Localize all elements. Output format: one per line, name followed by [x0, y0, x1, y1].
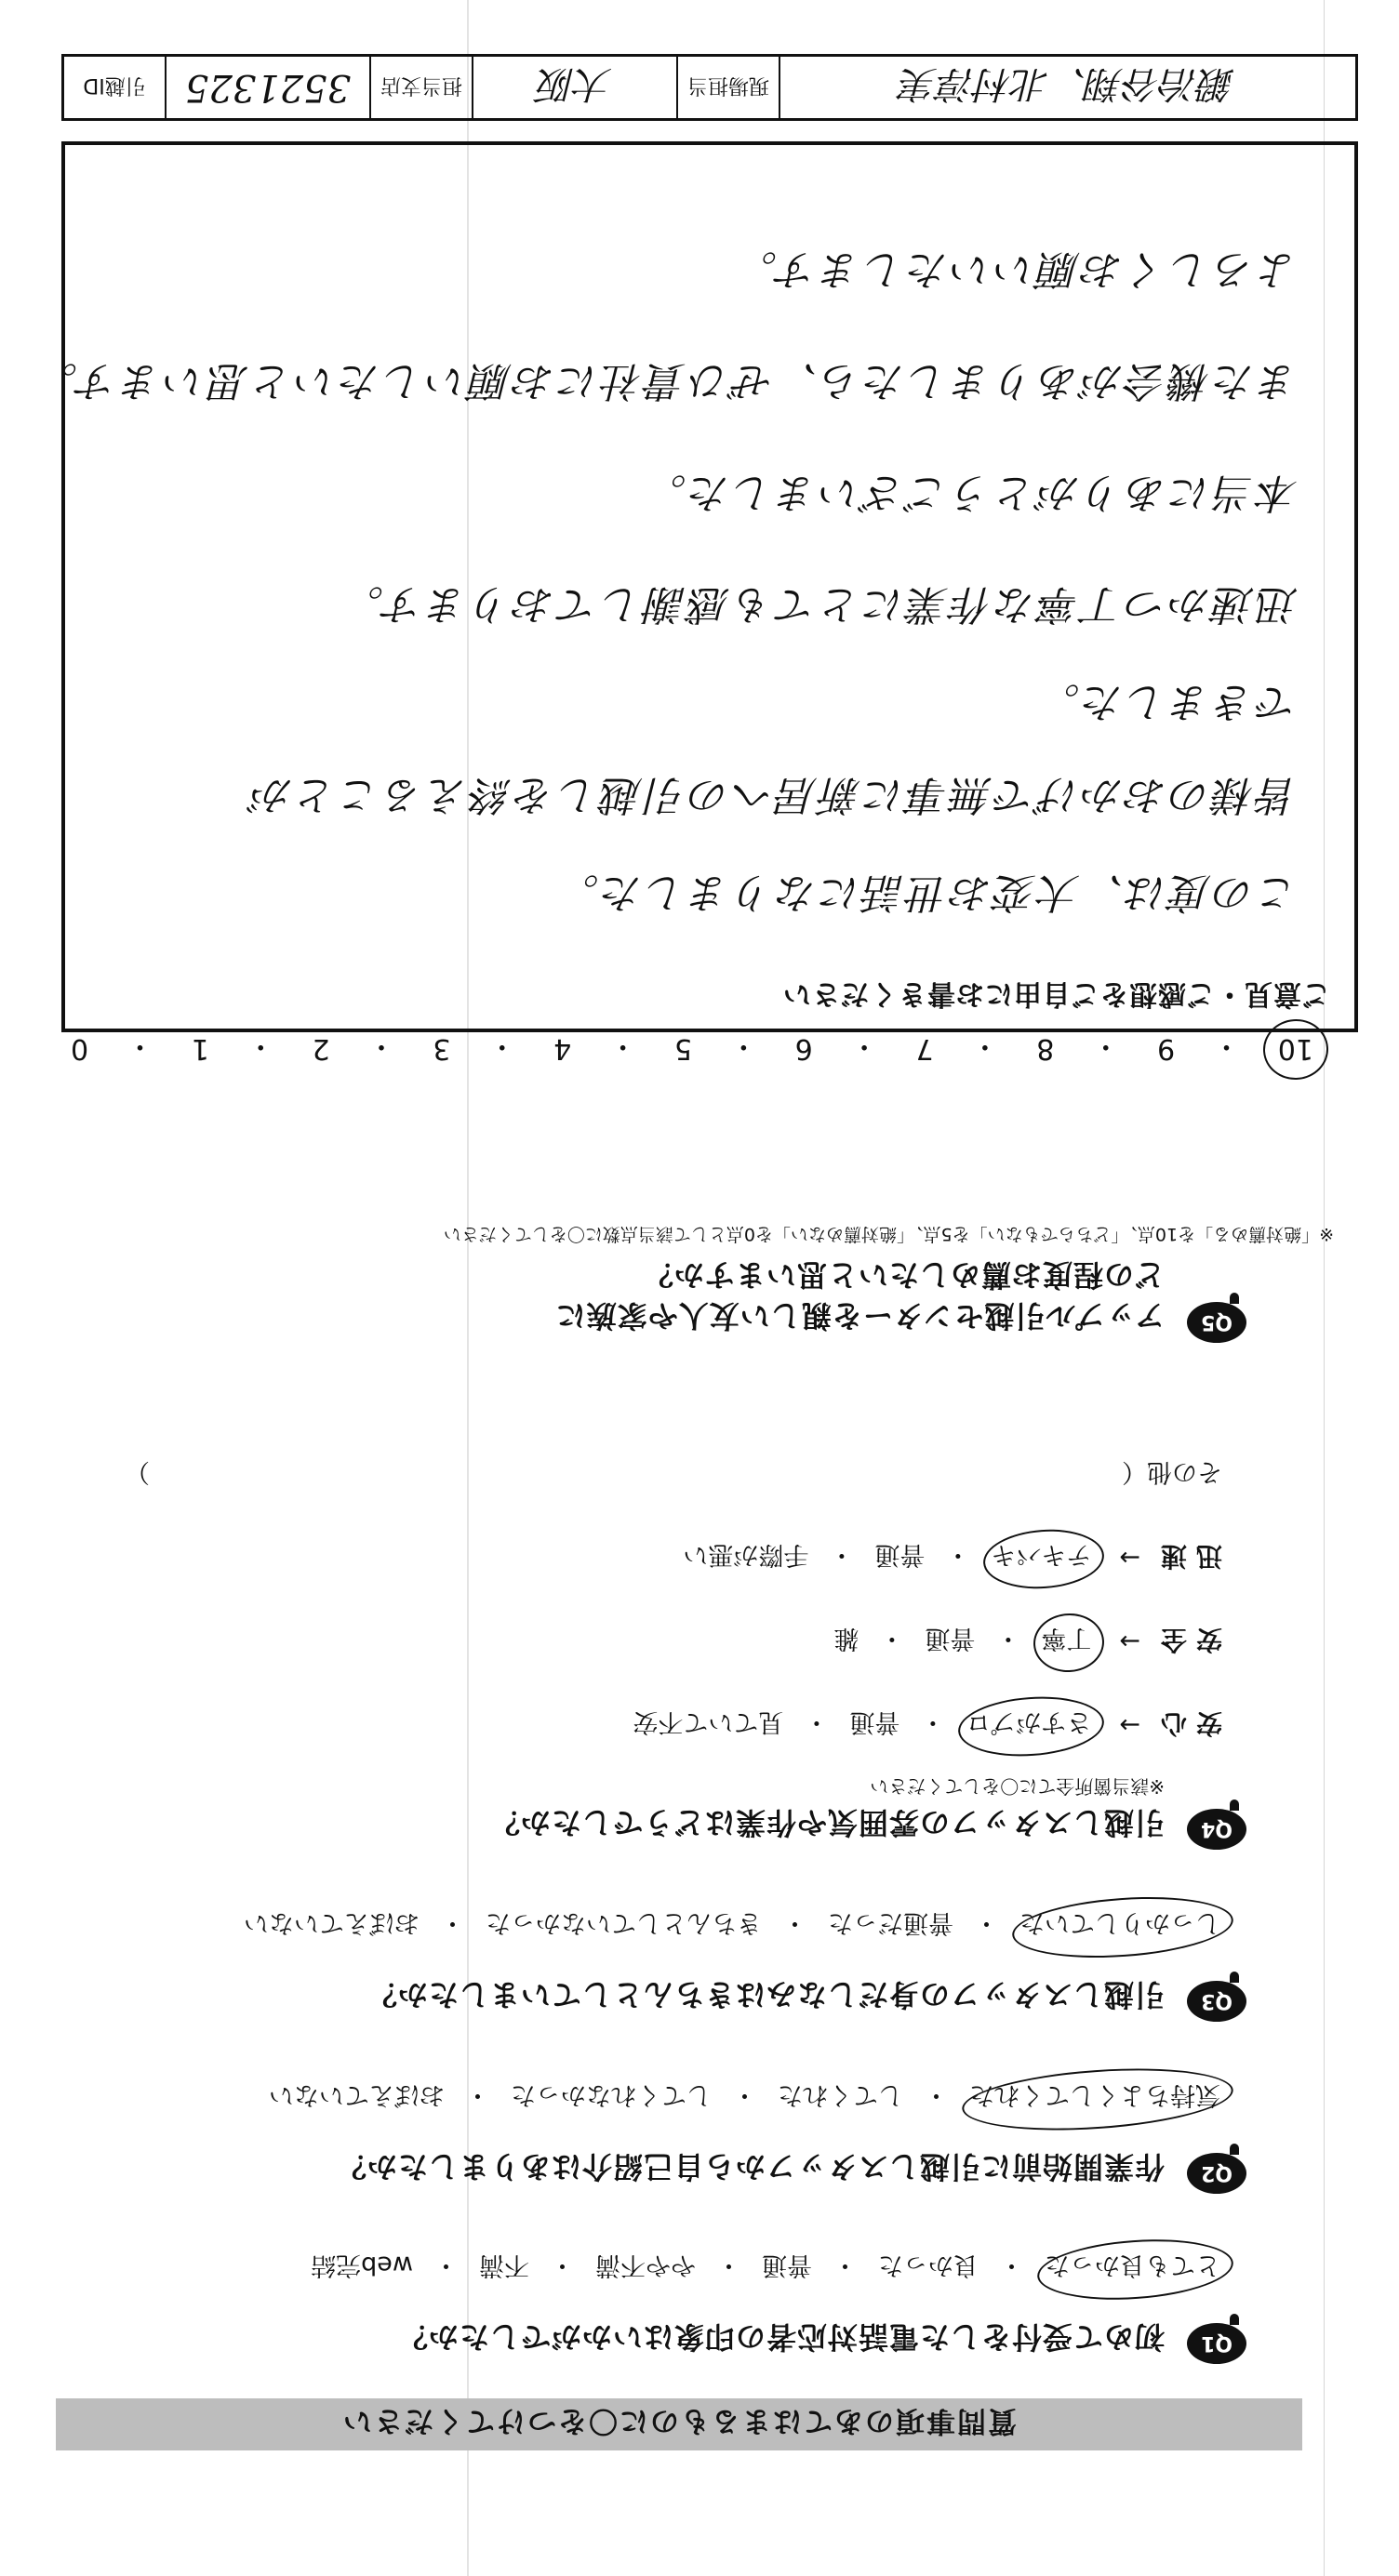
q5-note: ※「絶対薦める」を10点、「どちらでもない」を5点、「絶対薦めない」を0点として該当点数に〇をしてください — [443, 1224, 1334, 1244]
staff-id-strip — [61, 54, 1358, 121]
q1-badge: Q1 — [1187, 2323, 1246, 2364]
q4-other-label: その他（ — [1122, 1457, 1222, 1486]
q1-options: とても良かった ・ 良かった ・ 普通 ・ やや不満 ・ 不満 ・ web完結 — [309, 2250, 1222, 2286]
comment-line: 迅速かつ丁寧な作業にとても感謝しております。 — [340, 580, 1299, 628]
q2-option[interactable]: してくれなかった — [511, 2080, 712, 2109]
branch-label: 担当支店 — [369, 57, 472, 118]
q1-option[interactable]: web完結 — [311, 2251, 413, 2279]
q5-text-line1: アップル引越センターを親しい友人や家族に — [554, 1298, 1165, 1334]
q5-score-row: 10 ・ 9 ・ 8 ・ 7 ・ 6 ・ 5 ・ 4 ・ 3 ・ 2 ・ 1 ・ 0 — [71, 1029, 1313, 1066]
score-option[interactable]: 1 — [191, 1032, 209, 1066]
leader-name: 鍛冶谷翔、北村淳実 — [779, 57, 1355, 118]
q4-row-jinsoku: 迅速 → テキパキ ・ 普通 ・ 手際が悪い — [681, 1539, 1222, 1576]
arrow-icon: → — [1119, 1710, 1140, 1740]
q4-option[interactable]: 雑 — [833, 1624, 859, 1653]
comment-line: この度は、大変お世話になりました。 — [555, 869, 1299, 916]
q2-option[interactable]: おぼえていない — [269, 2080, 445, 2109]
q2-badge: Q2 — [1187, 2153, 1246, 2194]
q3-option[interactable]: きちんとしていなかった — [486, 1908, 762, 1937]
q4-option[interactable]: 手際が悪い — [683, 1540, 809, 1570]
q4-row-label: 安心 — [1151, 1708, 1222, 1739]
q4-option[interactable]: 普通 — [874, 1540, 926, 1570]
score-option[interactable]: 5 — [673, 1032, 692, 1066]
q3-badge: Q3 — [1187, 1981, 1246, 2022]
q4-row-label: 迅速 — [1151, 1541, 1222, 1572]
comment-line: また機会がありましたら、ぜひ貴社にお願いしたいと思います。 — [33, 357, 1299, 405]
q4-badge: Q4 — [1187, 1809, 1246, 1850]
q1-option[interactable]: 普通 — [762, 2251, 812, 2279]
score-option[interactable]: 0 — [71, 1032, 89, 1066]
q3-option[interactable]: おぼえていない — [244, 1908, 420, 1937]
q1-option[interactable]: 不満 — [479, 2251, 529, 2279]
q4-option[interactable]: 普通 — [849, 1707, 900, 1737]
id-value: 3521325 — [165, 57, 369, 118]
score-option[interactable]: 9 — [1157, 1032, 1176, 1066]
q4-row-anzen: 安全 → 丁寧 ・ 普通 ・ 雑 — [832, 1623, 1222, 1660]
q1-option[interactable]: とても良かった — [1043, 2250, 1222, 2286]
score-option[interactable]: 2 — [312, 1032, 330, 1066]
q3-options: しっかりしていた ・ 普通だった ・ きちんとしていなかった ・ おぼえていない — [242, 1907, 1222, 1944]
q3-option[interactable]: しっかりしていた — [1018, 1907, 1222, 1944]
q1-option[interactable]: やや不満 — [595, 2251, 696, 2279]
score-option[interactable]: 4 — [553, 1032, 572, 1066]
q4-other-row — [125, 1456, 1222, 1493]
q4-option[interactable]: 普通 — [925, 1624, 976, 1653]
score-option[interactable]: 6 — [794, 1032, 813, 1066]
q4-note: ※該当箇所全てに〇をしてください — [870, 1775, 1165, 1798]
q4-text: 引越しスタッフの雰囲気や作業はどうでしたか？ — [488, 1805, 1165, 1840]
q4-row-anshin: 安心 → さすがプロ ・ 普通 ・ 見ていて不安 — [631, 1706, 1222, 1744]
score-option[interactable]: 3 — [433, 1032, 451, 1066]
instruction-header: 質問事項のあてはまるものに〇をつけてください — [56, 2398, 1302, 2450]
comment-line: よろしくお願いいたします。 — [733, 246, 1299, 293]
comment-line: できました。 — [1036, 678, 1299, 725]
q1-text: 初めて受付をした電話対応者の印象はいかがでしたか？ — [396, 2319, 1165, 2355]
id-label: 引越ID — [83, 73, 146, 98]
q5-badge: Q5 — [1187, 1302, 1246, 1343]
q2-option[interactable]: 気持ちよくしてくれた — [967, 2079, 1222, 2116]
score-option[interactable]: 10 — [1277, 1032, 1313, 1066]
q2-options: 気持ちよくしてくれた ・ してくれた ・ してくれなかった ・ おぼえていない — [267, 2079, 1222, 2116]
q4-other-close: ） — [125, 1457, 150, 1486]
q1-option[interactable]: 良かった — [878, 2251, 979, 2279]
q4-option[interactable]: テキパキ — [989, 1540, 1093, 1576]
q4-option[interactable]: 丁寧 — [1039, 1624, 1093, 1660]
q2-text: 作業開始前に引越しスタッフから自己紹介はありましたか？ — [335, 2149, 1165, 2184]
q2-option[interactable]: してくれた — [778, 2080, 903, 2109]
comment-line: 本当にありがとうございました。 — [643, 469, 1299, 516]
q4-row-label: 安全 — [1151, 1625, 1222, 1655]
arrow-icon: → — [1119, 1543, 1140, 1573]
q3-option[interactable]: 普通だった — [828, 1908, 953, 1937]
comment-box[interactable] — [33, 141, 1358, 1032]
score-option[interactable]: 7 — [915, 1032, 934, 1066]
q5-text-line2: どの程度お薦めしたいと思いますか？ — [642, 1257, 1165, 1293]
comment-line: 皆様のおかげで無事に新居への引越しを終えることが — [249, 771, 1299, 818]
q4-option[interactable]: さすがプロ — [964, 1707, 1093, 1744]
leader-label: 現場担当 — [676, 57, 779, 118]
q3-text: 引越しスタッフの身だしなみはきちんとしていましたか？ — [366, 1977, 1165, 2012]
score-option[interactable]: 8 — [1036, 1032, 1055, 1066]
arrow-icon: → — [1119, 1627, 1140, 1656]
staff-name: 大阪 — [472, 57, 676, 118]
q4-option[interactable]: 見ていて不安 — [633, 1707, 784, 1737]
comment-title: ご意見・ご感想をご自由にお書きください — [782, 977, 1330, 1010]
